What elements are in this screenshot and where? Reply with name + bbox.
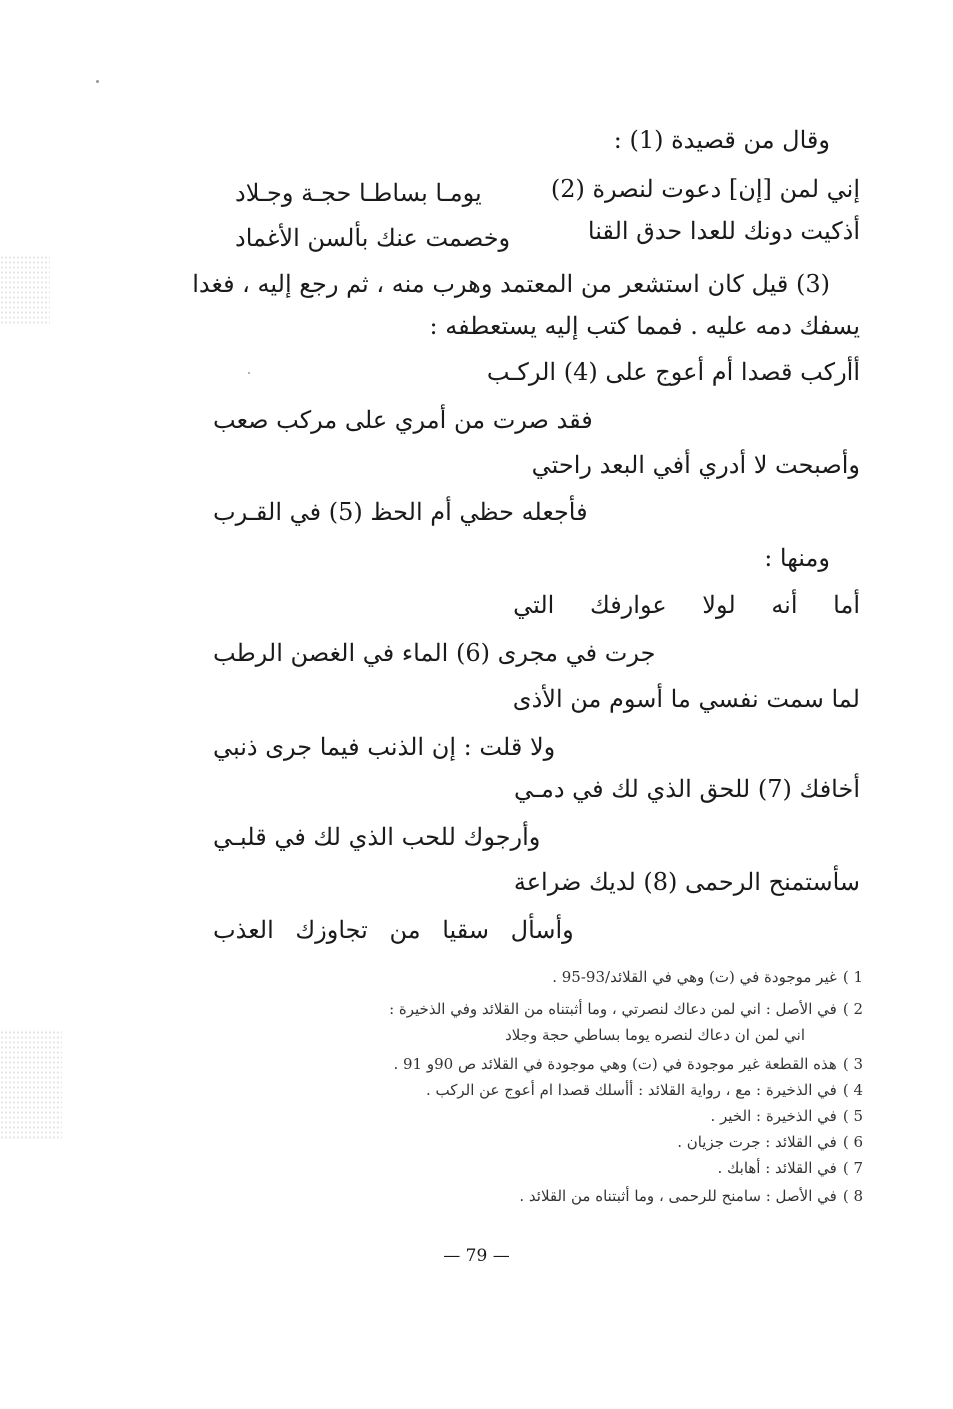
footnote — [552, 970, 863, 985]
section-label: ومنها : — [764, 544, 830, 572]
footnote — [519, 1189, 863, 1204]
prose-line-2: يسفك دمه عليه . فمما كتب إليه يستعطفه : — [429, 312, 860, 340]
footnote-text: في الأصل : سامنح للرحمى ، وما أثبتناه من القلائد . — [519, 1187, 837, 1205]
poem-line: وأرجوك للحب الذي لك في قلبـي — [213, 823, 541, 851]
footnote — [393, 1057, 863, 1072]
footnote-number: 3 ) — [842, 1055, 863, 1073]
footnote-text: في الذخيرة : مع ، رواية القلائد : أأسلك قصدا ام أعوج عن الركب . — [425, 1081, 837, 1099]
footnote — [717, 1161, 863, 1176]
intro-line: وقال من قصيدة (1) : — [613, 126, 830, 154]
footnote — [505, 1028, 805, 1043]
poem-line: فأجعله حظي أم الحظ (5) في القـرب — [213, 498, 588, 526]
poem-line: سأستمنح الرحمى (8) لديك ضراعة — [513, 868, 860, 896]
poem-line: أما أنه لولا عوارفك التي — [513, 591, 860, 619]
footnote-number: 2 ) — [842, 1000, 863, 1018]
footnote — [710, 1109, 863, 1124]
poem-line: فقد صرت من أمري على مركب صعب — [213, 406, 593, 434]
verse2-left-hemistich: وخصمت عنك بألسن الأغماد — [235, 224, 511, 252]
scan-speck — [96, 80, 99, 83]
footnote-text: في الذخيرة : الخير . — [710, 1107, 837, 1125]
poem-line: ولا قلت : إن الذنب فيما جرى ذنبي — [213, 733, 556, 761]
footnote-number: 5 ) — [842, 1107, 863, 1125]
footnote-text: في القلائد : أهابك . — [717, 1159, 837, 1177]
scan-noise-top-left — [0, 255, 50, 325]
scan-speck — [248, 372, 250, 374]
scan-noise-bottom-left — [0, 1030, 62, 1140]
poem-line: وأصبحت لا أدري أفي البعد راحتي — [531, 451, 860, 479]
poem-line: جرت في مجرى (6) الماء في الغصن الرطب — [213, 639, 656, 667]
footnote-number: 4 ) — [842, 1081, 863, 1099]
footnote-text: هذه القطعة غير موجودة في (ت) وهي موجودة في القلائد ص 90و 91 . — [393, 1055, 837, 1073]
footnote — [426, 1083, 863, 1098]
verse1-left-hemistich: يومـا بساطـا حجـة وجـلاد — [235, 179, 482, 207]
footnote-number: 8 ) — [842, 1187, 863, 1205]
poem-line: وأسأل سقيا من تجاوزك العذب — [213, 916, 574, 944]
poem-line: أأركب قصدا أم أعوج على (4) الركـب — [486, 358, 860, 386]
page-number: — 79 — — [443, 1246, 510, 1266]
footnote-text: في الأصل : اني لمن دعاك لنصرتي ، وما أثبتناه من القلائد وفي الذخيرة : — [389, 1000, 837, 1018]
footnote-text: في القلائد : جرت جزيان . — [677, 1133, 837, 1151]
footnote — [389, 1002, 863, 1017]
verse1-right-hemistich: إني لمن [إن] دعوت لنصرة (2) — [550, 175, 860, 203]
footnote — [677, 1135, 863, 1150]
footnote-number: 6 ) — [842, 1133, 863, 1151]
verse2-right-hemistich: أذكيت دونك للعدا حدق القنا — [587, 217, 860, 245]
footnote-number: 7 ) — [842, 1159, 863, 1177]
prose-line-1: (3) قيل كان استشعر من المعتمد وهرب منه ، ثم رجع إليه ، فغدا — [192, 270, 830, 298]
footnote-number: 1 ) — [842, 968, 863, 986]
poem-line: لما سمت نفسي ما أسوم من الأذى — [512, 685, 860, 713]
footnote-text: اني لمن ان دعاك لنصره يوما بساطي حجة وجلاد — [505, 1026, 805, 1044]
poem-line: أخافك (7) للحق الذي لك في دمـي — [513, 775, 860, 803]
footnote-text: غير موجودة في (ت) وهي في القلائد/93-95 . — [552, 968, 837, 986]
